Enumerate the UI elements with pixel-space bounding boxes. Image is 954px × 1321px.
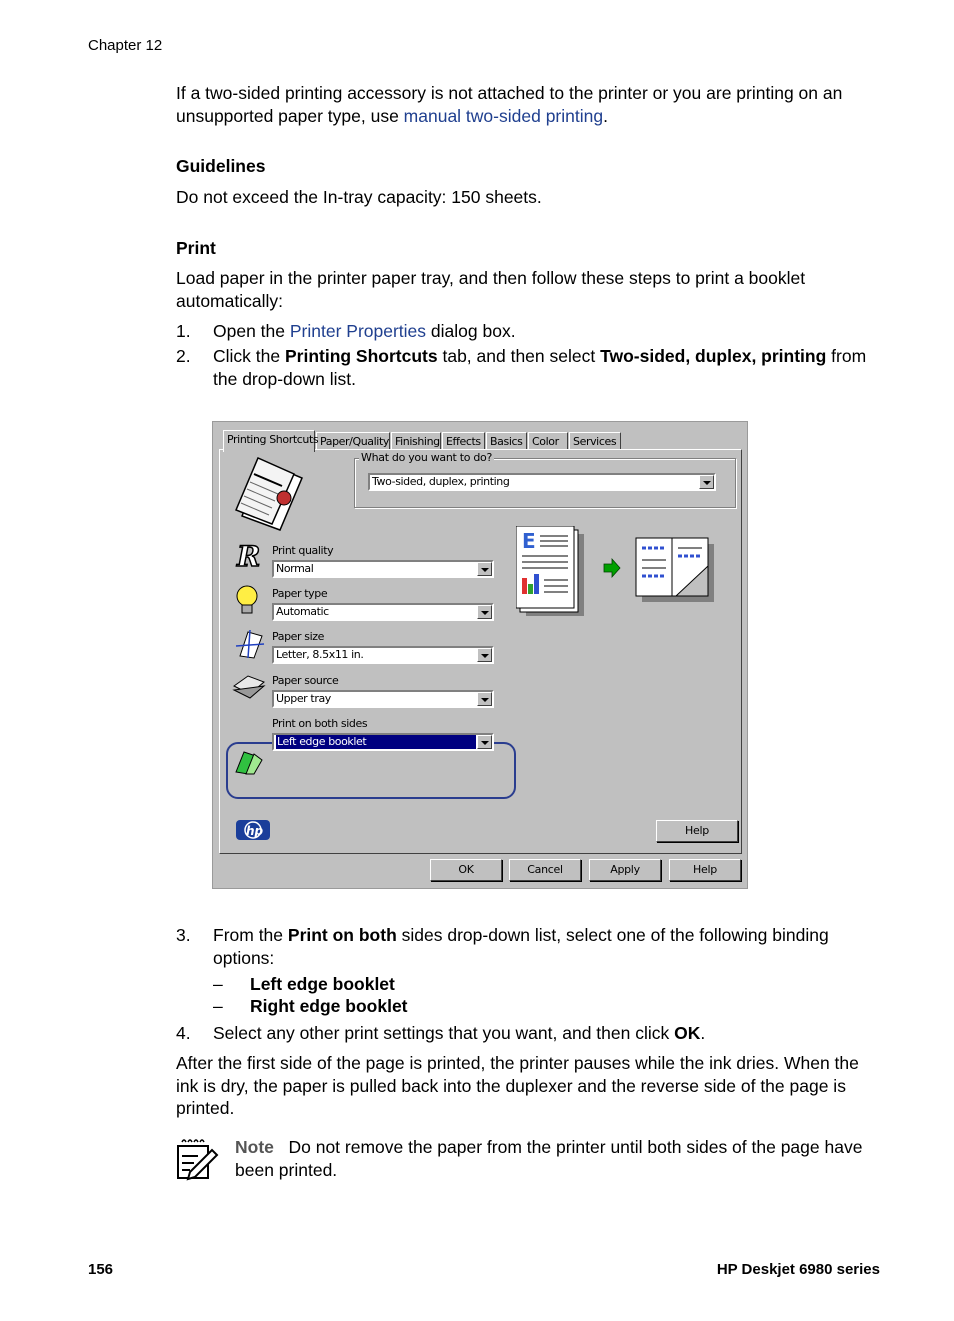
option-left-edge-booklet: Left edge booklet	[250, 974, 395, 994]
tab-color[interactable]: Color	[528, 432, 568, 450]
step-1-number: 1.	[176, 321, 191, 341]
step-1-text: Open the Printer Properties dialog box.	[213, 321, 516, 341]
print-quality-icon	[234, 540, 264, 570]
product-name: HP Deskjet 6980 series	[716, 1261, 880, 1278]
chevron-down-icon[interactable]	[477, 605, 492, 619]
documents-icon	[230, 454, 308, 532]
chevron-down-icon[interactable]	[477, 735, 492, 749]
print-quality-dropdown[interactable]: Normal	[272, 560, 494, 578]
paper-source-dropdown[interactable]: Upper tray	[272, 690, 494, 708]
note-text: Note Do not remove the paper from the printer until both sides of the page have been printed.	[235, 1137, 863, 1180]
chapter-header: Chapter 12	[88, 37, 163, 54]
two-sided-icon	[234, 750, 264, 776]
panel-help-button[interactable]: Help	[656, 820, 738, 842]
tab-effects[interactable]: Effects	[442, 432, 485, 450]
note-icon	[176, 1138, 220, 1182]
step-4-number: 4.	[176, 1023, 191, 1043]
print-heading: Print	[176, 238, 216, 258]
both-sides-label: Print on both sides	[272, 717, 368, 730]
paper-source-icon	[232, 672, 266, 700]
tab-panel	[219, 449, 742, 854]
chevron-down-icon[interactable]	[477, 648, 492, 662]
tab-services[interactable]: Services	[569, 432, 621, 450]
chevron-down-icon[interactable]	[477, 562, 492, 576]
tab-basics[interactable]: Basics	[486, 432, 527, 450]
what-label: What do you want to do?	[361, 451, 493, 464]
manual-two-sided-link[interactable]: manual two-sided printing	[403, 105, 604, 126]
paper-type-dropdown[interactable]: Automatic	[272, 603, 494, 621]
after-paragraph: After the first side of the page is printed, the printer pauses while the ink dries. When the ink is dry, the paper is pulled back into the duplexer and the reverse side of the page is printed.	[176, 1053, 859, 1118]
arrow-right-icon	[604, 559, 620, 577]
apply-button[interactable]: Apply	[589, 859, 661, 881]
option-dash: –	[213, 974, 223, 994]
svg-text:R: R	[237, 540, 261, 570]
cancel-button[interactable]: Cancel	[509, 859, 581, 881]
help-button[interactable]: Help	[669, 859, 741, 881]
guidelines-text: Do not exceed the In-tray capacity: 150 sheets.	[176, 187, 542, 207]
tab-finishing[interactable]: Finishing	[391, 432, 441, 450]
step-3-text: From the Print on both sides drop-down list, select one of the following binding options:	[213, 925, 829, 968]
step-2-text: Click the Printing Shortcuts tab, and then select Two-sided, duplex, printing from the drop-down list.	[213, 346, 867, 389]
paper-size-label: Paper size	[272, 630, 324, 643]
paper-size-dropdown[interactable]: Letter, 8.5x11 in.	[272, 646, 494, 664]
shortcut-dropdown[interactable]: Two-sided, duplex, printing	[368, 473, 716, 491]
paper-size-icon	[234, 628, 266, 660]
both-sides-dropdown[interactable]: Left edge booklet	[272, 733, 494, 751]
chevron-down-icon[interactable]	[477, 692, 492, 706]
svg-text:hp: hp	[246, 824, 264, 838]
paper-type-label: Paper type	[272, 587, 328, 600]
tab-paper-quality[interactable]: Paper/Quality	[316, 432, 390, 450]
hp-logo-icon	[236, 820, 270, 840]
page-number: 156	[88, 1261, 114, 1278]
print-intro: Load paper in the printer paper tray, and then follow these steps to print a booklet automatically:	[176, 268, 806, 311]
paper-source-label: Paper source	[272, 674, 339, 687]
print-quality-label: Print quality	[272, 544, 334, 557]
step-4-text: Select any other print settings that you want, and then click OK.	[213, 1023, 706, 1043]
duplex-preview-icon	[516, 526, 726, 622]
lightbulb-icon	[234, 584, 264, 618]
step-3-number: 3.	[176, 925, 191, 945]
guidelines-heading: Guidelines	[176, 156, 266, 176]
step-2-number: 2.	[176, 346, 191, 366]
svg-text:E: E	[522, 529, 536, 553]
option-right-edge-booklet: Right edge booklet	[250, 996, 408, 1016]
printer-properties-dialog	[212, 421, 748, 889]
intro-paragraph: If a two-sided printing accessory is not attached to the printer or you are printing on an unsupported paper type, use manual two-sided printing.	[176, 83, 843, 126]
option-dash: –	[213, 996, 223, 1016]
tab-printing-shortcuts[interactable]: Printing Shortcuts	[223, 430, 315, 452]
chevron-down-icon[interactable]	[699, 475, 714, 489]
printer-properties-link[interactable]: Printer Properties	[289, 321, 427, 341]
ok-button[interactable]: OK	[430, 859, 502, 881]
